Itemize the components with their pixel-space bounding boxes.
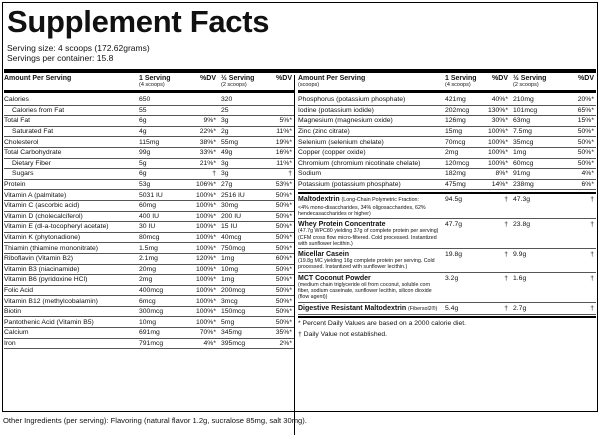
amount-one-serving: 2.1mg [139, 255, 158, 263]
dv-half-serving: 50%* [577, 138, 594, 146]
footnote-not-established: † Daily Value not established. [298, 330, 388, 338]
dv-half-serving: † [288, 170, 292, 178]
nutrient-name: Vitamin D (cholecalciferol) [4, 212, 83, 220]
amount-half-serving: 3g [221, 170, 229, 178]
dv-one-serving: 100%* [195, 265, 216, 273]
amount-half-serving: 27g [221, 181, 233, 189]
amount-half-serving: 9.9g [513, 250, 527, 258]
ingredient-detail: <4% mono-disaccharides, 34% oligosaccharides, 62% hendecasaccharides or higher) [298, 204, 426, 217]
amount-one-serving: 20mg [139, 265, 157, 273]
amount-one-serving: 6mcg [139, 297, 156, 305]
nutrient-row [298, 137, 596, 148]
amount-one-serving: 5.4g [445, 304, 459, 312]
dv-one-serving: 100%* [487, 138, 508, 146]
dv-half-serving: 60%* [275, 255, 292, 263]
ingredient-name: Micellar Casein [298, 250, 349, 258]
ingredient-inline-note: (Fibersol2®) [408, 305, 438, 312]
amount-half-serving: 10mg [221, 265, 239, 273]
nutrient-row [298, 148, 596, 159]
header-dv-2: %DV [276, 75, 292, 82]
nutrient-row [4, 328, 294, 339]
ingredient-name-block [298, 275, 442, 301]
nutrient-name: Phosphorus (potassium phosphate) [298, 96, 406, 104]
dv-half-serving: 50%* [275, 308, 292, 316]
dv-one-serving: 100%* [487, 159, 508, 167]
nutrient-row [298, 116, 596, 127]
amount-half-serving: 47.3g [513, 196, 531, 204]
nutrient-name: Vitamin B12 (methylcobalamin) [4, 297, 98, 305]
amount-one-serving: 3.2g [445, 274, 459, 282]
amount-half-serving: 25 [221, 106, 229, 114]
ingredient-name-block [298, 221, 442, 247]
ingredient-inline-note: (Long-Chain Polymetric Fraction: [341, 197, 419, 204]
nutrient-row [298, 127, 596, 138]
ingredient-name-block [298, 196, 442, 217]
nutrient-row [4, 339, 294, 350]
dv-half-serving: 20%* [577, 96, 594, 104]
amount-one-serving: 6g [139, 117, 147, 125]
amount-one-serving: 80mcg [139, 234, 160, 242]
nutrient-row [4, 116, 294, 127]
amount-half-serving: 210mg [513, 96, 534, 104]
amount-one-serving: 421mg [445, 96, 466, 104]
amount-one-serving: 6g [139, 170, 147, 178]
amount-one-serving: 5g [139, 159, 147, 167]
nutrient-row [4, 254, 294, 265]
servings-per-container: Servings per container: 15.8 [7, 53, 114, 63]
nutrient-row [4, 169, 294, 180]
ingredient-block [298, 194, 596, 219]
dv-one-serving: 100%* [195, 276, 216, 284]
amount-half-serving: 49g [221, 149, 233, 157]
dv-half-serving: 5%* [279, 117, 292, 125]
amount-one-serving: 791mcg [139, 339, 164, 347]
ingredient-block [298, 219, 596, 249]
dv-one-serving: 120%* [195, 255, 216, 263]
amount-one-serving: 60mg [139, 202, 157, 210]
amount-one-serving: 70mcg [445, 138, 466, 146]
amount-half-serving: 2.7g [513, 304, 527, 312]
nutrient-name: Total Carbohydrate [4, 149, 62, 157]
nutrient-row [298, 95, 596, 106]
dv-half-serving: 50%* [275, 244, 292, 252]
ingredient-detail: (47.7g WPC80 yielding 37g of complete protein per serving)(CFM cross flow micro-filtered. Cold processed. Instantized with sunflower lecithin.) [298, 228, 439, 247]
dv-one-serving: 106%* [195, 181, 216, 189]
header-one-serving: 1 Serving (4 scoops) [139, 75, 171, 88]
ingredient-name: Whey Protein Concentrate [298, 221, 386, 229]
nutrient-row [4, 190, 294, 201]
dv-half-serving: 4%* [581, 170, 594, 178]
dv-one-serving: 100%* [195, 308, 216, 316]
nutrient-row [298, 106, 596, 117]
header-amount-right: Amount Per Serving (scoops) [298, 75, 366, 88]
nutrient-name: Riboflavin (Vitamin B2) [4, 255, 74, 263]
panel-title: Supplement Facts [7, 4, 270, 39]
nutrient-row [4, 243, 294, 254]
dv-one-serving: † [504, 196, 508, 204]
amount-half-serving: 1mg [221, 255, 235, 263]
ingredient-name: Digestive Resistant Maltodextrin [298, 304, 407, 312]
nutrient-row [4, 201, 294, 212]
nutrient-name: Calcium [4, 329, 29, 337]
amount-one-serving: 126mg [445, 117, 466, 125]
ingredient-name-block [298, 251, 442, 271]
dv-half-serving: 16%* [275, 149, 292, 157]
nutrient-name: Potassium (potassium phosphate) [298, 181, 401, 189]
amount-half-serving: 3g [221, 159, 229, 167]
nutrient-row [4, 212, 294, 223]
dv-half-serving: † [590, 304, 594, 312]
nutrient-row [4, 233, 294, 244]
dv-half-serving: 50%* [577, 149, 594, 157]
nutrient-name: Total Fat [4, 117, 31, 125]
dv-half-serving: 19%* [275, 138, 292, 146]
dv-half-serving: 35%* [275, 329, 292, 337]
dv-half-serving: 50%* [275, 318, 292, 326]
dv-one-serving: 33%* [199, 149, 216, 157]
nutrient-row [4, 137, 294, 148]
nutrient-row [4, 159, 294, 170]
nutrient-name: Folic Acid [4, 286, 34, 294]
dv-half-serving: 11%* [276, 159, 292, 167]
nutrient-row [4, 275, 294, 286]
dv-one-serving: † [504, 304, 508, 312]
nutrient-name: Vitamin E (dl-a-tocopheryl acetate) [4, 223, 109, 231]
header-dv-2-right: %DV [578, 75, 594, 82]
amount-half-serving: 750mcg [221, 244, 246, 252]
ingredient-block [298, 303, 596, 315]
amount-half-serving: 1mg [221, 276, 235, 284]
amount-half-serving: 101mcg [513, 106, 538, 114]
dv-one-serving: 14%* [491, 181, 508, 189]
dv-one-serving: 70%* [199, 329, 216, 337]
nutrient-name: Cholesterol [4, 138, 39, 146]
dv-one-serving: 100%* [487, 128, 508, 136]
header-half-serving: ½ Serving (2 scoops) [221, 75, 255, 88]
amount-one-serving: 4g [139, 128, 147, 136]
dv-one-serving: 100%* [195, 318, 216, 326]
dv-one-serving: 100%* [195, 212, 216, 220]
nutrient-row [4, 286, 294, 297]
ingredient-blocks [298, 192, 596, 315]
dv-half-serving: 11%* [276, 128, 292, 136]
header-dv-1-right: %DV [492, 75, 508, 82]
amount-one-serving: 2mg [139, 276, 153, 284]
dv-half-serving: 50%* [577, 159, 594, 167]
dv-half-serving: 50%* [577, 128, 594, 136]
dv-half-serving: 53%* [275, 181, 292, 189]
amount-one-serving: 650 [139, 96, 151, 104]
amount-half-serving: 395mcg [221, 339, 246, 347]
amount-half-serving: 40mcg [221, 234, 242, 242]
dv-half-serving: 50%* [275, 276, 292, 284]
nutrient-row [4, 296, 294, 307]
amount-one-serving: 2mg [445, 149, 459, 157]
nutrient-row [4, 307, 294, 318]
nutrient-name: Biotin [4, 308, 22, 316]
nutrient-name: Protein [4, 181, 26, 189]
other-ingredients: Other Ingredients (per serving): Flavoring (natural flavor 1.2g, sucralose 85mg, salt 30mg). [3, 416, 307, 425]
header-amount: Amount Per Serving [4, 75, 72, 82]
right-column [298, 75, 596, 435]
dv-half-serving: † [590, 196, 594, 204]
amount-one-serving: 202mcg [445, 106, 470, 114]
dv-one-serving: 100%* [195, 191, 216, 199]
amount-one-serving: 1.5mg [139, 244, 158, 252]
left-column [4, 75, 294, 435]
dv-half-serving: 50%* [275, 212, 292, 220]
nutrient-row [4, 180, 294, 191]
amount-half-serving: 1mg [513, 149, 527, 157]
dv-half-serving: 15%* [577, 117, 594, 125]
nutrient-row [298, 180, 596, 191]
dv-half-serving: 65%* [577, 106, 594, 114]
amount-half-serving: 200 IU [221, 212, 242, 220]
dv-half-serving: 50%* [275, 223, 292, 231]
dv-half-serving: 50%* [275, 202, 292, 210]
dv-half-serving: † [590, 221, 594, 229]
dv-half-serving: † [590, 250, 594, 258]
ingredient-name: MCT Coconut Powder [298, 274, 371, 282]
dv-one-serving: 100%* [195, 223, 216, 231]
left-nutrient-list [4, 95, 294, 349]
amount-half-serving: 15 IU [221, 223, 238, 231]
dv-half-serving: † [590, 274, 594, 282]
dv-half-serving: 50%* [275, 191, 292, 199]
nutrient-row [4, 317, 294, 328]
dv-one-serving: † [212, 170, 216, 178]
amount-half-serving: 238mg [513, 181, 534, 189]
nutrient-row [298, 159, 596, 170]
amount-half-serving: 5mg [221, 318, 235, 326]
amount-one-serving: 120mcg [445, 159, 470, 167]
nutrient-name: Iron [4, 339, 16, 347]
nutrient-name: Dietary Fiber [12, 159, 51, 167]
dv-half-serving: 6%* [581, 181, 594, 189]
amount-half-serving: 320 [221, 96, 233, 104]
nutrient-name: Vitamin A (palmitate) [4, 191, 67, 199]
nutrient-name: Thiamin (thiamine mononitrate) [4, 244, 99, 252]
nutrient-row [4, 148, 294, 159]
dv-half-serving: 50%* [275, 297, 292, 305]
nutrient-name: Calories from Fat [12, 106, 65, 114]
nutrient-name: Vitamin C (ascorbic acid) [4, 202, 80, 210]
amount-one-serving: 94.5g [445, 196, 463, 204]
nutrient-name: Vitamin B6 (pyridoxine HCl) [4, 276, 88, 284]
nutrient-name: Sodium [298, 170, 322, 178]
left-table-header [4, 75, 294, 93]
amount-half-serving: 150mcg [221, 308, 246, 316]
amount-half-serving: 91mg [513, 170, 531, 178]
right-nutrient-list [298, 95, 596, 190]
amount-one-serving: 19.8g [445, 250, 463, 258]
nutrient-row [4, 222, 294, 233]
dv-one-serving: 4%* [203, 339, 216, 347]
nutrient-name: Vitamin K (phytonadione) [4, 234, 81, 242]
dv-one-serving: † [504, 250, 508, 258]
header-one-serving-right: 1 Serving (4 scoops) [445, 75, 477, 88]
ingredient-block [298, 273, 596, 303]
amount-half-serving: 30mg [221, 202, 239, 210]
header-rule [4, 69, 596, 73]
amount-one-serving: 691mg [139, 329, 160, 337]
dv-one-serving: 38%* [199, 138, 216, 146]
facts-columns [4, 75, 596, 435]
ingredient-name: Maltodextrin [298, 196, 340, 204]
nutrient-row [298, 169, 596, 180]
dv-half-serving: 50%* [275, 286, 292, 294]
ingredient-detail: (medium chain triglyceride oil from coconut, soluble corn fiber, sodium caseinate, sunflower lecithin, silicon dioxide (flow agent)) [298, 281, 432, 301]
amount-one-serving: 5031 IU [139, 191, 163, 199]
dv-one-serving: † [504, 221, 508, 229]
dv-one-serving: 130%* [487, 106, 508, 114]
dv-one-serving: 100%* [195, 234, 216, 242]
amount-half-serving: 7.5mg [513, 128, 532, 136]
amount-half-serving: 200mcg [221, 286, 246, 294]
dv-half-serving: 50%* [275, 265, 292, 273]
nutrient-name: Sugars [12, 170, 34, 178]
amount-one-serving: 53g [139, 181, 151, 189]
nutrient-row [4, 127, 294, 138]
amount-one-serving: 115mg [139, 138, 160, 146]
dv-one-serving: † [504, 274, 508, 282]
dv-half-serving: 2%* [279, 339, 292, 347]
dv-one-serving: 100%* [487, 149, 508, 157]
nutrient-name: Zinc (zinc citrate) [298, 128, 350, 136]
amount-half-serving: 63mg [513, 117, 531, 125]
dv-one-serving: 30%* [491, 117, 508, 125]
ingredient-block [298, 249, 596, 273]
dv-one-serving: 9%* [203, 117, 216, 125]
nutrient-name: Iodine (potassium iodide) [298, 106, 374, 114]
ingredient-detail: (19.8g MC yielding 16g complete protein per serving. Cold processed. Instantized with sunflower lecithin.) [298, 258, 435, 271]
amount-one-serving: 182mg [445, 170, 466, 178]
amount-half-serving: 2516 IU [221, 191, 245, 199]
amount-one-serving: 400mcg [139, 286, 164, 294]
dv-one-serving: 100%* [195, 286, 216, 294]
amount-one-serving: 10mg [139, 318, 157, 326]
dv-one-serving: 100%* [195, 244, 216, 252]
nutrient-name: Chromium (chromium nicotinate chelate) [298, 159, 421, 167]
nutrient-row [4, 265, 294, 276]
amount-half-serving: 345mg [221, 329, 242, 337]
dv-one-serving: 100%* [195, 202, 216, 210]
amount-one-serving: 30 IU [139, 223, 156, 231]
footnote-daily-values: * Percent Daily Values are based on a 2000 calorie diet. [298, 319, 467, 327]
dv-one-serving: 100%* [195, 297, 216, 305]
header-dv-1: %DV [200, 75, 216, 82]
header-half-serving-right: ½ Serving (2 scoops) [513, 75, 547, 88]
nutrient-name: Selenium (selenium chelate) [298, 138, 384, 146]
dv-one-serving: 22%* [199, 128, 216, 136]
dv-one-serving: 8%* [495, 170, 508, 178]
dv-one-serving: 40%* [491, 96, 508, 104]
nutrient-name: Vitamin B3 (niacinamide) [4, 265, 80, 273]
amount-one-serving: 475mg [445, 181, 466, 189]
nutrient-name: Saturated Fat [12, 128, 54, 136]
amount-half-serving: 23.8g [513, 221, 531, 229]
amount-one-serving: 99g [139, 149, 151, 157]
nutrient-name: Magnesium (magnesium oxide) [298, 117, 393, 125]
amount-one-serving: 55 [139, 106, 147, 114]
amount-one-serving: 300mcg [139, 308, 164, 316]
amount-one-serving: 47.7g [445, 221, 463, 229]
nutrient-name: Copper (copper oxide) [298, 149, 366, 157]
nutrient-row [4, 106, 294, 117]
amount-half-serving: 60mcg [513, 159, 534, 167]
amount-half-serving: 3mcg [221, 297, 238, 305]
dv-one-serving: 21%* [199, 159, 216, 167]
amount-half-serving: 2g [221, 128, 229, 136]
ingredient-name-block [298, 305, 442, 313]
amount-one-serving: 400 IU [139, 212, 160, 220]
amount-half-serving: 3g [221, 117, 229, 125]
nutrient-name: Pantothenic Acid (Vitamin B5) [4, 318, 94, 326]
dv-half-serving: 50%* [275, 234, 292, 242]
amount-one-serving: 15mg [445, 128, 463, 136]
amount-half-serving: 55mg [221, 138, 239, 146]
serving-size: Serving size: 4 scoops (172.62grams) [7, 43, 150, 53]
right-table-header [298, 75, 596, 93]
nutrient-row [4, 95, 294, 106]
amount-half-serving: 35mcg [513, 138, 534, 146]
nutrient-name: Calories [4, 96, 29, 104]
amount-half-serving: 1.6g [513, 274, 527, 282]
